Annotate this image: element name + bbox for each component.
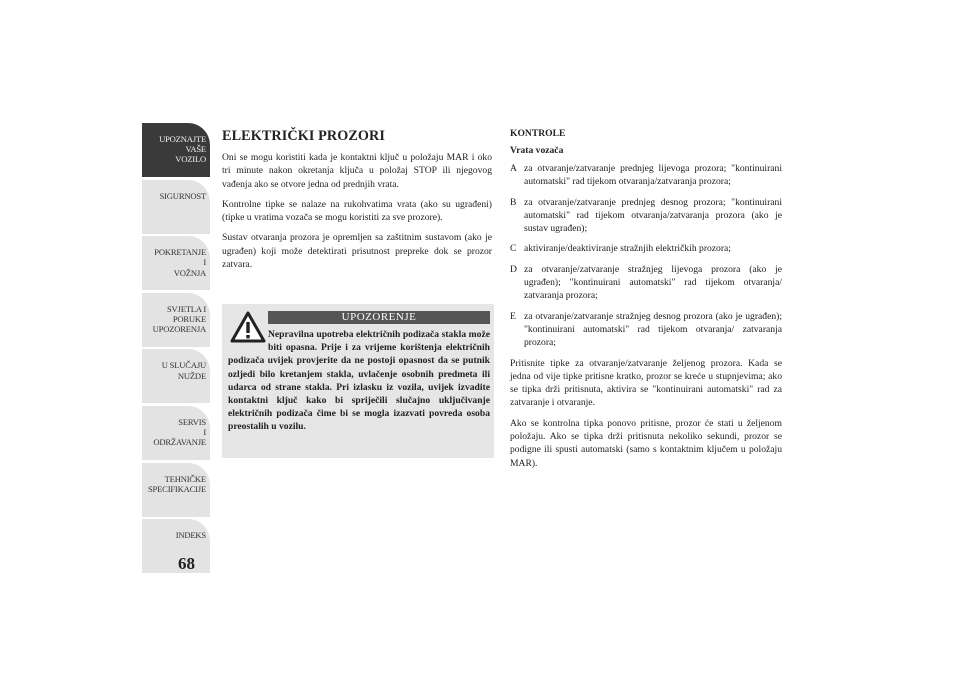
list-item: [510, 162, 782, 189]
item-letter: A: [510, 163, 517, 174]
item-letter: C: [510, 243, 517, 255]
paragraph: Pritisnite tipke za otvaranje/zatvaranje željenog prozora. Kada se jedna od vije tipke pritisne kratko, prozor se kreće u stupnjevima; ako se tipka drži pritisnuta, aktivira se "kontinuirani automatski" rad za zatvaranje i otvaranje.: [510, 357, 782, 409]
chapter-tabs: [142, 123, 210, 576]
paragraph: Ako se kontrolna tipka ponovo pritisne, prozor će stati u željenom položaju. Ako se tipka drži pritisnuta nekoliko sekundi, prozor se podigne ili spusti automatski (samo s kontaktnim ključem u položaju MAR).: [510, 417, 782, 469]
item-letter: D: [510, 263, 517, 275]
paragraph: Oni se mogu koristiti kada je kontaktni ključ u položaju MAR i oko tri minute nakon okretanja ključa u položaj STOP ili njegovog vađenja ako se otvore jedna od prednjih vrata.: [222, 152, 492, 190]
warning-title: UPOZORENJE: [268, 311, 490, 324]
list-item: [510, 310, 782, 350]
list-item: [510, 242, 782, 255]
item-letter: B: [510, 196, 517, 208]
paragraph: Sustav otvaranja prozora je opremljen sa zaštitnim sustavom (ako je ugrađen) koji može detektirati prisutnost prepreke dok se prozor zatvara.: [222, 232, 492, 271]
driver-door-heading: Vrata vozača: [510, 145, 564, 156]
tab-svjetla-i-poruke[interactable]: SVJETLA I PORUKE UPOZORENJA: [142, 293, 210, 347]
item-letter: E: [510, 310, 516, 322]
warning-text: Nepravilna upotreba električnih podizača stakla može biti opasna. Prije i za vrijeme korištenja električnih podizača uvijek provjerite da ne postoji opasnost da se putnik ozljedi bilo kretanjem stakla, uvlačenje osobnih predmeta ili udarca od strane stakla. Pri izlasku iz vozila, uvijek izvadite kontaktni ključ kako bi spriječili slučajno uključivanje električnih podizača čime bi se mogla izazvati povreda osoba preostalih u vozilu.: [228, 329, 490, 433]
tab-upoznajte-vase-vozilo[interactable]: UPOZNAJTE VAŠE VOZILO: [142, 123, 210, 177]
tab-indeks[interactable]: INDEKS: [142, 519, 210, 573]
tab-u-slucaju-nuzde[interactable]: U SLUČAJU NUŽDE: [142, 349, 210, 403]
warning-box: [222, 304, 494, 458]
right-column: [510, 128, 782, 477]
list-item: [510, 263, 782, 303]
item-text: za otvaranje/zatvaranje prednjeg lijevoga prozora; "kontinuirani automatski" rad tijekom otvaranja/zatvaranja prozora;: [524, 163, 782, 188]
page-number: 68: [178, 554, 195, 573]
tab-pokretanje-i-voznja[interactable]: POKRETANJE I VOŽNJA: [142, 236, 210, 290]
section-title: ELEKTRIČKI PROZORI: [222, 128, 386, 144]
item-text: za otvaranje/zatvaranje stražnjeg lijevoga prozora (ako je ugrađen); "kontinuirani automatski" rad tijekom otvaranja/ zatvaranja prozora;: [524, 263, 782, 302]
tab-tehnicke-specifikacije[interactable]: TEHNIČKE SPECIFIKACIJE: [142, 463, 210, 517]
item-text: za otvaranje/zatvaranje stražnjeg desnog prozora (ako je ugrađen); "kontinuirani automatski" rad tijekom otvaranja/ zatvaranja prozora;: [524, 310, 782, 349]
left-column: [222, 128, 492, 278]
tab-sigurnost[interactable]: SIGURNOST: [142, 180, 210, 234]
item-text: za otvaranje/zatvaranje prednjeg desnog prozora; "kontinuirani automatski" rad tijekom otvaranja/zatvaranja prozora (ako je sustav ugrađen);: [524, 196, 782, 235]
list-item: [510, 196, 782, 236]
tab-servis-i-odrzavanje[interactable]: SERVIS I ODRŽAVANJE: [142, 406, 210, 460]
controls-heading: KONTROLE: [510, 128, 566, 139]
paragraph: Kontrolne tipke se nalaze na rukohvatima vrata (ako su ugrađeni) (tipke u vratima vozača se mogu koristiti za sve prozore).: [222, 198, 492, 224]
item-text: aktiviranje/deaktiviranje stražnjih električkih prozora;: [524, 243, 731, 255]
